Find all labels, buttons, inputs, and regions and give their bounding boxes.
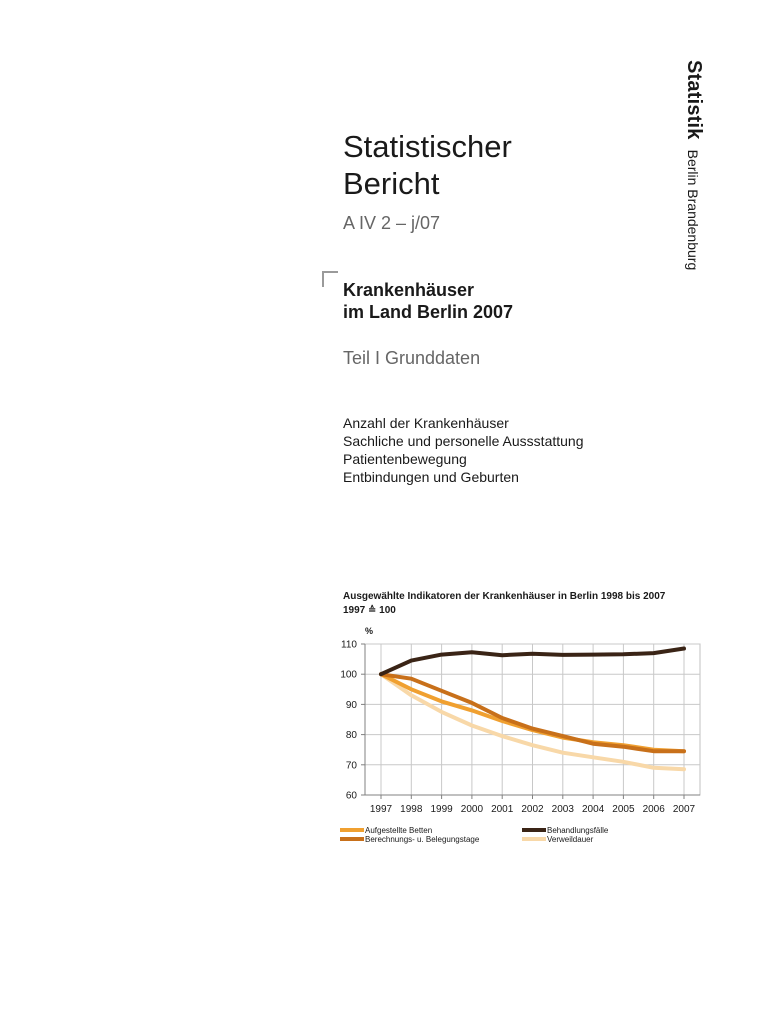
- report-part: Teil I Grunddaten: [343, 348, 481, 368]
- x-tick-label: 1998: [400, 804, 423, 815]
- x-tick-label: 2007: [672, 804, 696, 815]
- brand-region: Berlin Brandenburg: [685, 149, 701, 271]
- brand-name: Statistik: [683, 60, 705, 140]
- report-subject-line2: im Land Berlin 2007: [343, 302, 514, 322]
- y-tick-label: 100: [340, 669, 357, 681]
- report-code: A IV 2 – j/07: [343, 213, 441, 233]
- report-title-line2: Bericht: [343, 166, 440, 201]
- chart-title-block: [343, 590, 665, 618]
- topic-list: [343, 414, 584, 486]
- report-title-line1: Statistischer: [343, 129, 512, 164]
- x-tick-label: 2004: [581, 804, 605, 815]
- report-title: [343, 128, 663, 202]
- y-tick-label: 70: [345, 760, 357, 772]
- corner-mark-icon: [322, 271, 338, 287]
- y-axis-unit: %: [365, 626, 374, 636]
- y-tick-label: 80: [345, 730, 357, 742]
- topic-item: Entbindungen und Geburten: [343, 469, 519, 485]
- legend-label: Berechnungs- u. Belegungstage: [365, 835, 480, 844]
- x-tick-label: 2003: [551, 804, 574, 815]
- topic-item: Patientenbewegung: [343, 451, 467, 467]
- x-tick-label: 2005: [612, 804, 635, 815]
- chart-title: Ausgewählte Indikatoren der Krankenhäuser in Berlin 1998 bis 2007: [343, 591, 666, 602]
- topic-item: Anzahl der Krankenhäuser: [343, 415, 509, 431]
- chart-subtitle: 1997 ≙ 100: [343, 605, 396, 616]
- x-tick-label: 2002: [521, 804, 544, 815]
- x-tick-label: 1997: [369, 804, 393, 815]
- legend-label: Behandlungsfälle: [547, 826, 609, 835]
- line-chart: [330, 620, 720, 865]
- y-tick-label: 110: [341, 639, 357, 651]
- report-subject: [343, 279, 513, 323]
- y-tick-label: 90: [345, 699, 357, 711]
- report-subject-line1: Krankenhäuser: [343, 280, 475, 300]
- brand-vertical: [675, 60, 705, 300]
- y-tick-label: 60: [345, 790, 357, 802]
- topic-item: Sachliche und personelle Aussstattung: [343, 433, 584, 449]
- x-tick-label: 1999: [430, 804, 453, 815]
- legend-label: Verweildauer: [547, 835, 594, 844]
- x-tick-label: 2001: [491, 804, 514, 815]
- x-tick-label: 2006: [642, 804, 665, 815]
- x-tick-label: 2000: [460, 804, 484, 815]
- legend-label: Aufgestellte Betten: [365, 826, 433, 835]
